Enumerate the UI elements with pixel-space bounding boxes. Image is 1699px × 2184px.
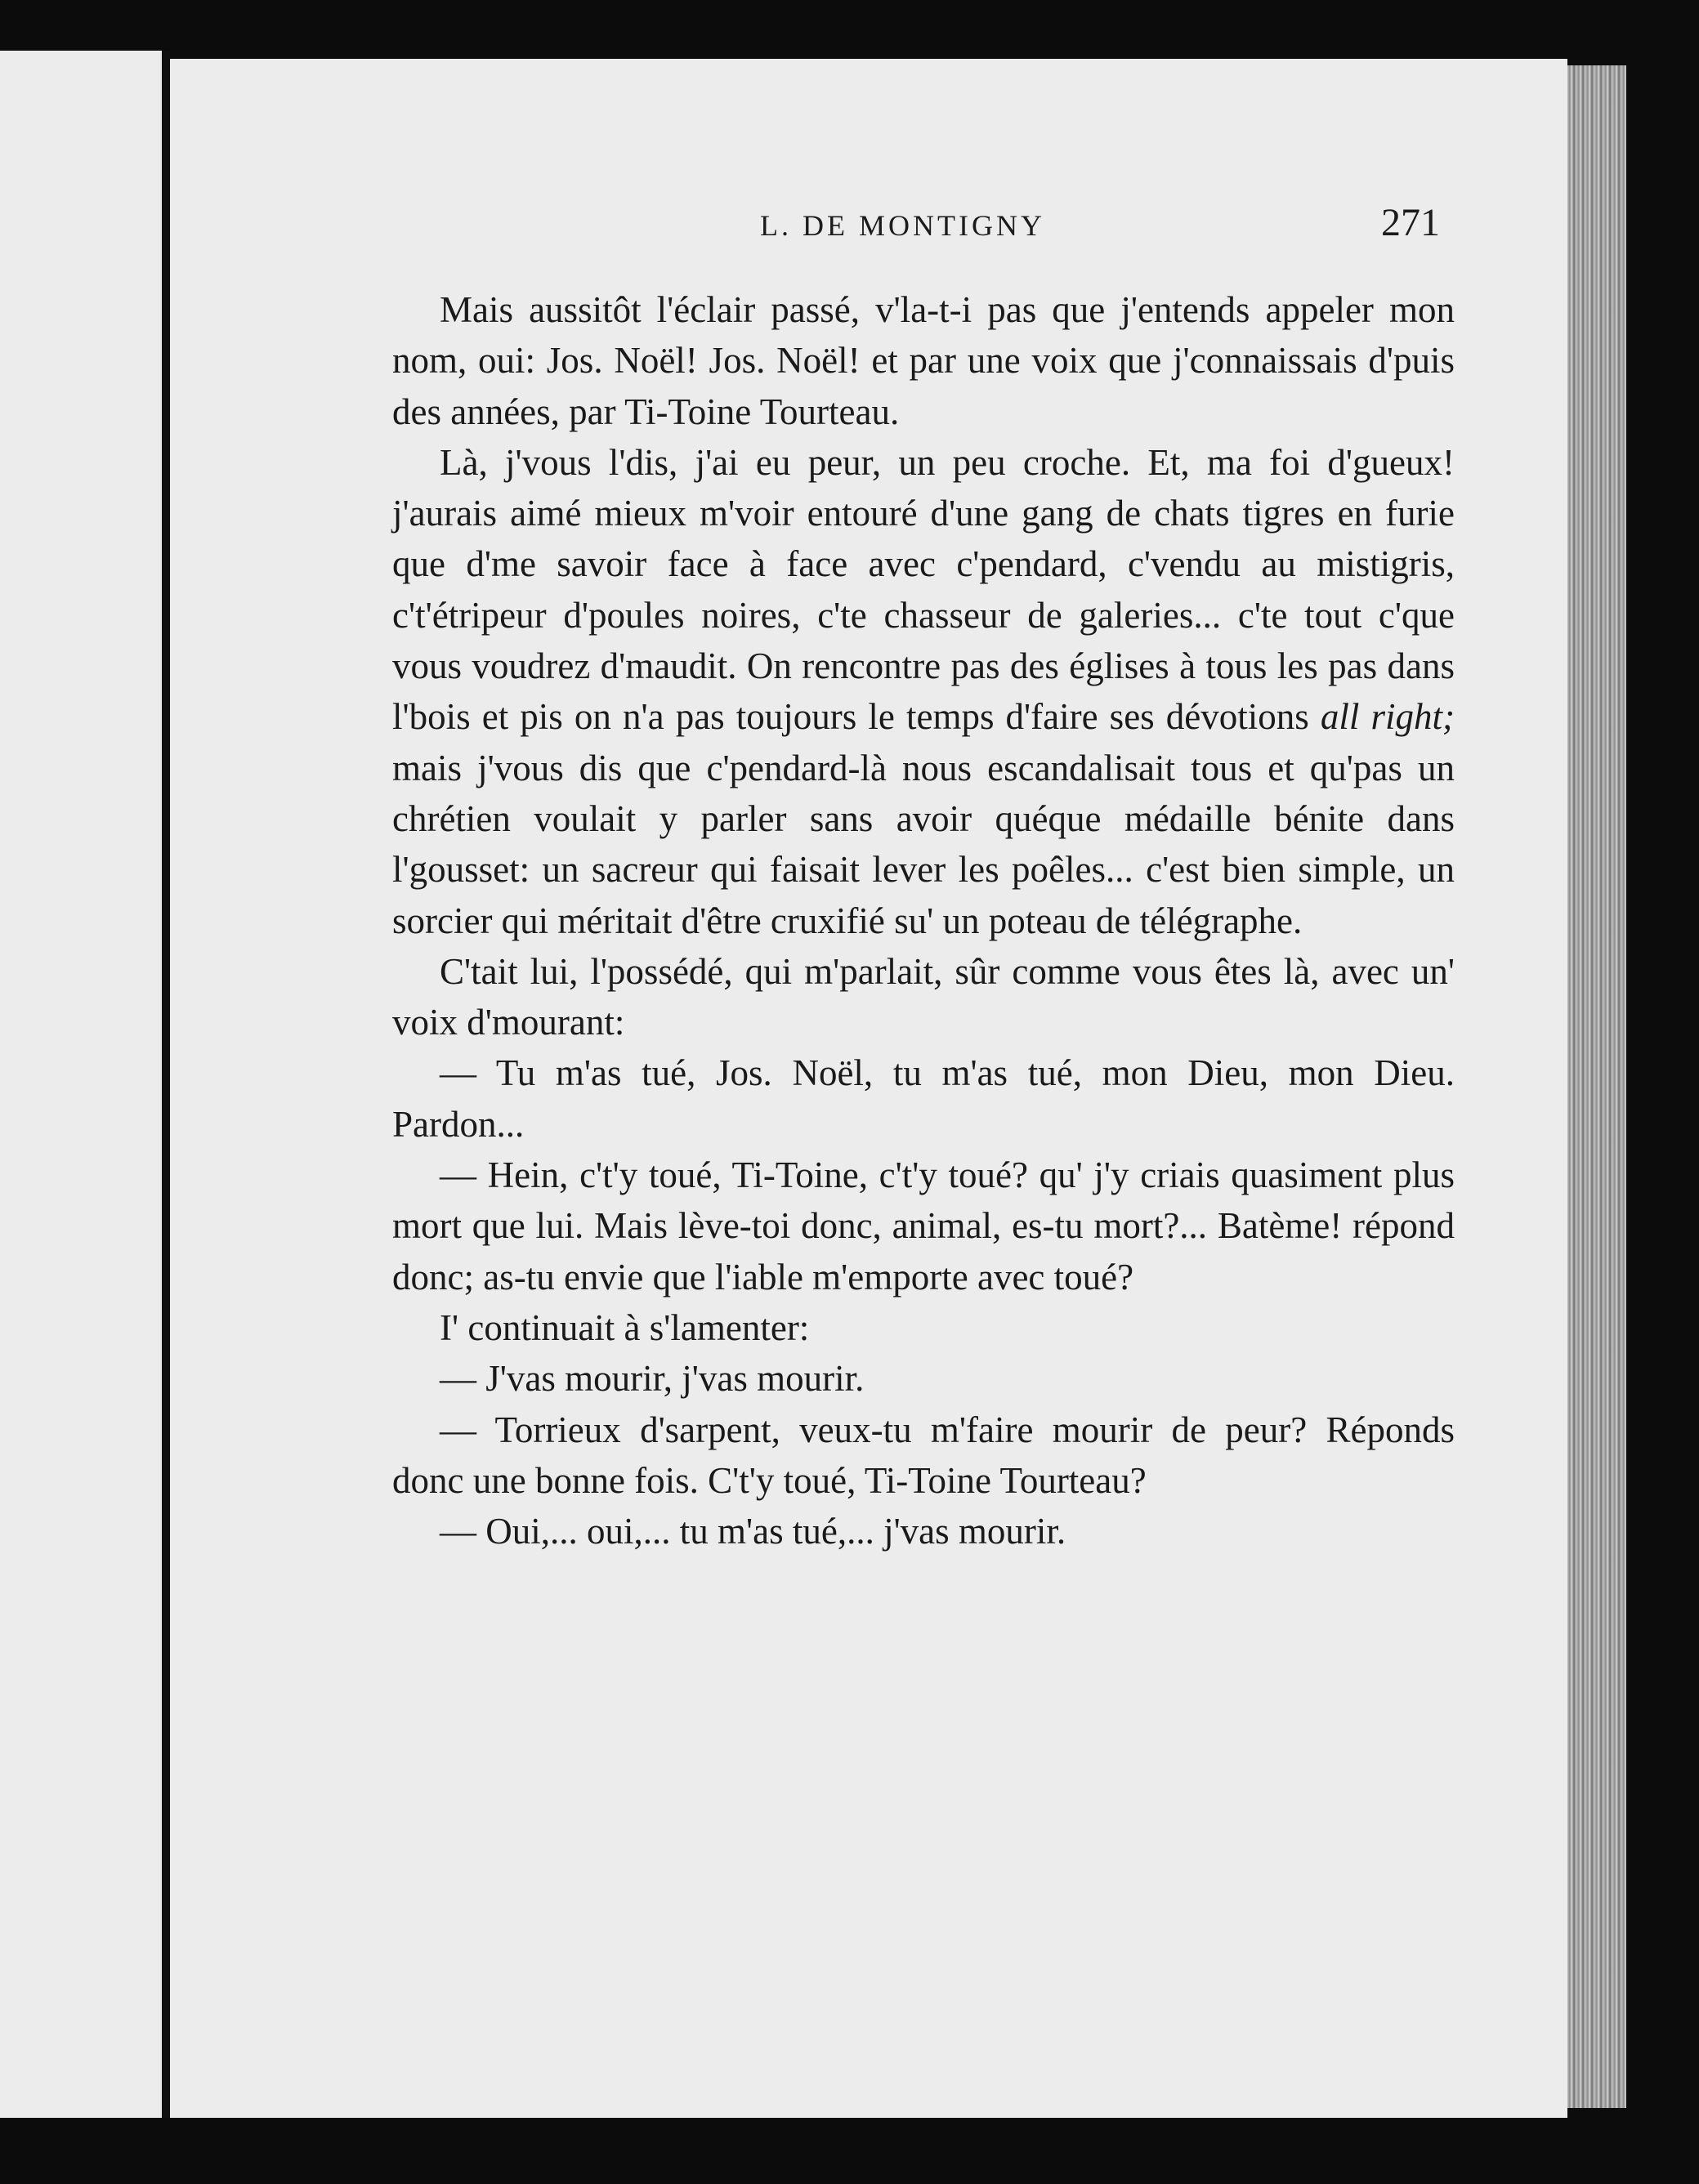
paragraph [392, 437, 1455, 946]
left-page-edge [0, 51, 162, 2118]
dialogue-line: — Oui,... oui,... tu m'as tué,... j'vas mourir. [440, 1511, 1066, 1552]
running-title: L. DE MONTIGNY [760, 209, 1045, 242]
paragraph: Mais aussitôt l'éclair passé, v'la-t-i pas que j'entends appeler mon nom, oui: Jos. Noël! Jos. Noël! et par une voix que j'connaissais d'puis des années, par Ti-Toine Tourteau. [392, 289, 1455, 432]
book-gutter [162, 51, 170, 2118]
italic-phrase: all right; [1320, 696, 1455, 738]
paragraph-text: Là, j'vous l'dis, j'ai eu peur, un peu croche. Et, ma foi d'gueux! j'aurais aimé mieux m'voir entouré d'une gang de chats tigres en furie que d'me savoir face à face avec c'pendard, c'vendu au mistigris, c't'étripeur d'poules noires, c'te chasseur de galeries... c'te tout c'que vous voudrez d'maudit. On rencontre pas des églises à tous les pas dans l'bois et pis on n'a pas toujours le temps d'faire ses dévotions [392, 441, 1455, 738]
dialogue-line: — Torrieux d'sarpent, veux-tu m'faire mourir de peur? Réponds donc une bonne fois. C't'y toué, Ti-Toine Tourteau? [392, 1409, 1455, 1501]
paragraph: C'tait lui, l'possédé, qui m'parlait, sûr comme vous êtes là, avec un' voix d'mourant: [392, 950, 1455, 1043]
dialogue-line: — Tu m'as tué, Jos. Noël, tu m'as tué, mon Dieu, mon Dieu. Pardon... [392, 1052, 1455, 1145]
page-number: 271 [1381, 201, 1440, 244]
dialogue-line: — J'vas mourir, j'vas mourir. [440, 1358, 865, 1400]
dialogue-line: — Hein, c't'y toué, Ti-Toine, c't'y toué? qu' j'y criais quasiment plus mort que lui. Mais lève-toi donc, animal, es-tu mort?... Batème! répond donc; as-tu envie que l'iable m'emporte avec toué? [392, 1155, 1455, 1297]
paragraph-text: mais j'vous dis que c'pendard-là nous escandalisait tous et qu'pas un chrétien voulait y parler sans avoir quéque médaille bénite dans l'gousset: un sacreur qui faisait lever les poêles... c'est bien simple, un sorcier qui méritait d'être cruxifié su' un poteau de télégraphe. [392, 747, 1455, 941]
paragraph: I' continuait à s'lamenter: [440, 1306, 810, 1348]
body-text [392, 284, 1455, 1556]
page-edges [1567, 65, 1626, 2108]
